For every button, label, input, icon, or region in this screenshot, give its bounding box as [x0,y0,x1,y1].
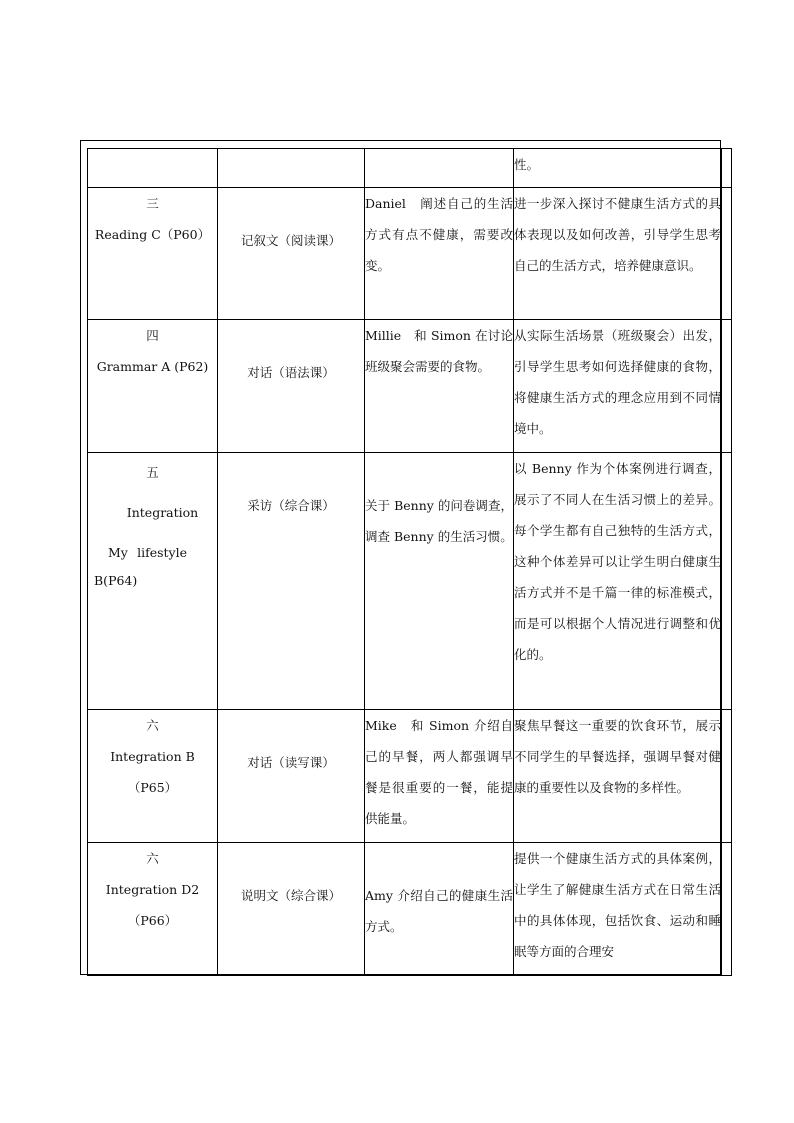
unit-title: Integration [126,505,199,520]
table-row [88,149,732,188]
table-row [88,320,732,453]
unit-cell [88,188,218,320]
purpose-cell: 提供一个健康生活方式的具体案例，让学生了解健康生活方式在日常生活中的具体体现，包括饮食、运动和睡眠等方面的合理安 [514,843,722,976]
unit-page: B(P64) [94,573,138,588]
content-cell: Daniel 阐述自己的生活方式有点不健康，需要改变。 [365,188,514,320]
table-row [88,188,732,320]
margin-cell [722,320,732,453]
genre-cell: 对话（读写课） [218,710,365,843]
margin-cell [722,843,732,976]
unit-page: （P65） [127,780,178,795]
unit-number: 六 [146,851,159,866]
unit-number: 六 [146,718,159,733]
unit-number: 三 [146,196,159,211]
content-cell: Millie 和 Simon 在讨论班级聚会需要的食物。 [365,320,514,453]
unit-cell [88,710,218,843]
table-row [88,843,732,976]
unit-number: 五 [146,465,159,480]
genre-cell: 对话（语法课） [218,320,365,453]
unit-subtitle-word: My [108,545,128,560]
unit-page: （P66） [127,913,178,928]
unit-title: Integration B [110,749,195,764]
unit-subtitle [88,533,217,573]
unit-cell [88,453,218,710]
margin-cell [722,188,732,320]
unit-number: 四 [146,328,159,343]
purpose-cell: 从实际生活场景（班级聚会）出发，引导学生思考如何选择健康的食物，将健康生活方式的理念应用到不同情境中。 [514,320,722,453]
genre-cell: 说明文（综合课） [218,843,365,976]
unit-cell [88,149,218,188]
content-cell: Amy 介绍自己的健康生活方式。 [365,843,514,976]
content-cell: 关于 Benny 的问卷调查，调查 Benny 的生活习惯。 [365,453,514,710]
content-cell [365,149,514,188]
unit-title: Integration D2 [105,882,200,897]
lesson-table [87,148,732,976]
table-row [88,453,732,710]
unit-cell [88,320,218,453]
purpose-cell: 性。 [514,149,722,188]
margin-cell [722,453,732,710]
table-row [88,710,732,843]
genre-cell [218,149,365,188]
unit-subtitle-word: lifestyle [137,545,187,560]
unit-title: Reading C（P60） [94,227,211,242]
purpose-cell: 进一步深入探讨不健康生活方式的具体表现以及如何改善，引导学生思考自己的生活方式，培养健康意识。 [514,188,722,320]
unit-cell [88,843,218,976]
genre-cell: 采访（综合课） [218,453,365,710]
margin-cell [722,710,732,843]
genre-cell: 记叙文（阅读课） [218,188,365,320]
purpose-cell: 以 Benny 作为个体案例进行调查，展示了不同人在生活习惯上的差异。每个学生都有自己独特的生活方式，这种个体差异可以让学生明白健康生活方式并不是千篇一律的标准模式，而是可以根据个人情况进行调整和优化的。 [514,453,722,710]
content-cell: Mike 和 Simon 介绍自己的早餐，两人都强调早餐是很重要的一餐，能提供能量。 [365,710,514,843]
purpose-cell: 聚焦早餐这一重要的饮食环节，展示不同学生的早餐选择，强调早餐对健康的重要性以及食物的多样性。 [514,710,722,843]
unit-title: Grammar A (P62) [96,359,209,374]
margin-cell [722,149,732,188]
